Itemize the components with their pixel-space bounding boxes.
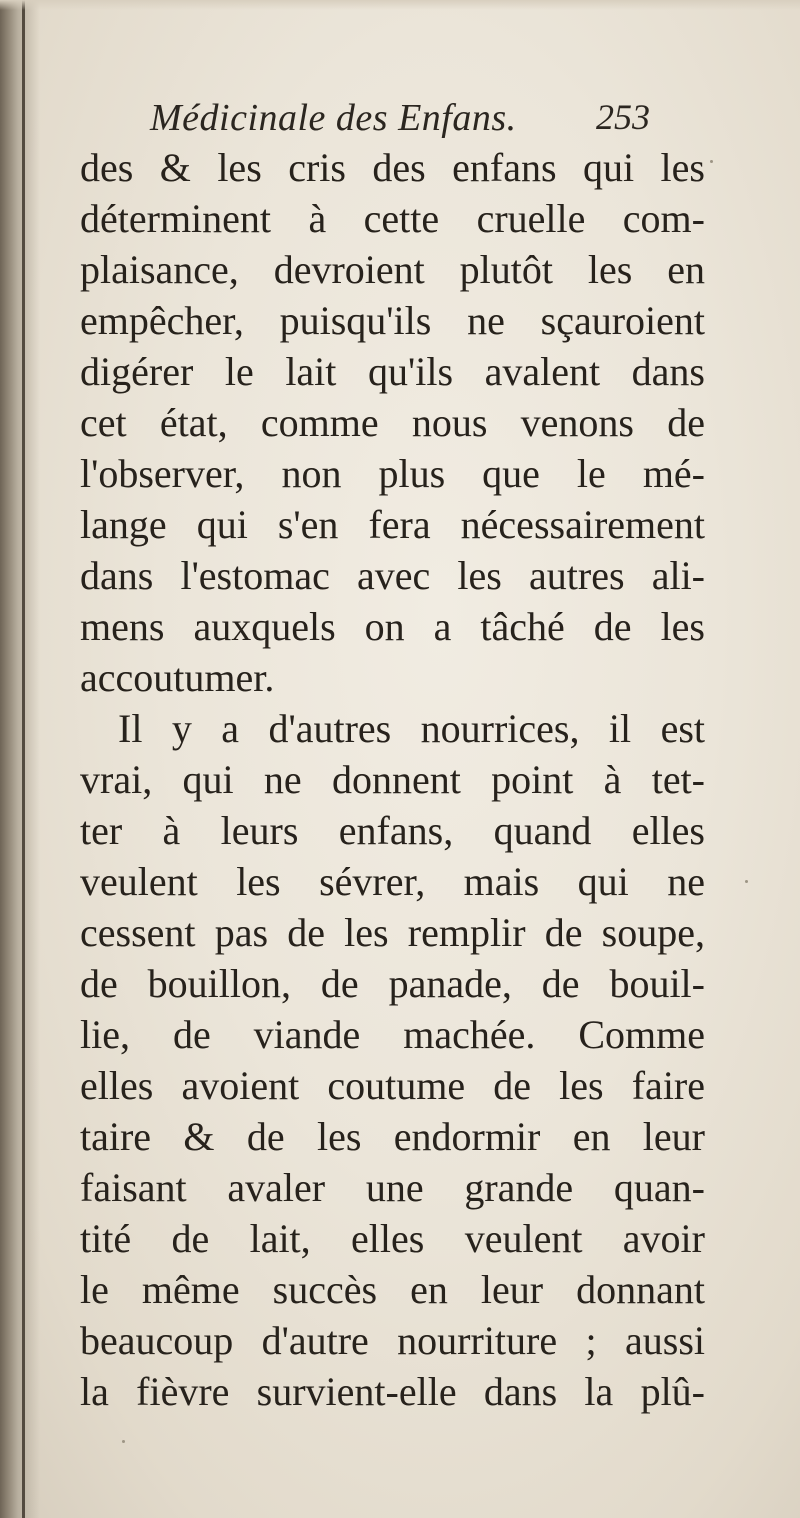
text-line: ter à leurs enfans, quand elles [80, 808, 705, 853]
text-line: accoutumer. [80, 655, 275, 700]
text-line: de bouillon, de panade, de bouil- [80, 961, 705, 1006]
text-line: le même succès en leur donnant [80, 1267, 705, 1312]
text-line: faisant avaler une grande quan- [80, 1165, 705, 1210]
text-line: lange qui s'en fera nécessairement [80, 502, 705, 547]
running-title: Médicinale des Enfans. [150, 97, 517, 139]
text-line: dans l'estomac avec les autres ali- [80, 553, 705, 598]
paper-speck [710, 160, 713, 163]
text-line: mens auxquels on a tâché de les [80, 604, 705, 649]
text-line: digérer le lait qu'ils avalent dans [80, 349, 705, 394]
text-line: plaisance, devroient plutôt les en [80, 247, 705, 292]
text-line: déterminent à cette cruelle com- [80, 196, 705, 241]
text-line: vrai, qui ne donnent point à tet- [80, 757, 705, 802]
text-line: la fièvre survient-elle dans la plû- [80, 1369, 705, 1414]
text-line: l'observer, non plus que le mé- [80, 451, 705, 496]
paragraph-start-line: Il y a d'autres nourrices, il est [118, 706, 705, 751]
running-head [150, 96, 650, 142]
text-line: taire & de les endormir en leur [80, 1114, 705, 1159]
binding-edge [22, 0, 25, 1518]
body-text [80, 142, 705, 1417]
paper-speck [745, 880, 748, 883]
page-top-edge [0, 0, 800, 10]
text-line: empêcher, puisqu'ils ne sçauroient [80, 298, 705, 343]
text-line: des & les cris des enfans qui les [80, 145, 705, 190]
text-line: lie, de viande machée. Comme [80, 1012, 705, 1057]
paper-speck [122, 1440, 125, 1443]
page-number: 253 [596, 97, 650, 137]
text-line: cet état, comme nous venons de [80, 400, 705, 445]
text-line: tité de lait, elles veulent avoir [80, 1216, 705, 1261]
text-line: cessent pas de les remplir de soupe, [80, 910, 705, 955]
text-line: beaucoup d'autre nourriture ; aussi [80, 1318, 705, 1363]
text-line: veulent les sévrer, mais qui ne [80, 859, 705, 904]
text-line: elles avoient coutume de les faire [80, 1063, 705, 1108]
binding-shadow [0, 0, 40, 1518]
